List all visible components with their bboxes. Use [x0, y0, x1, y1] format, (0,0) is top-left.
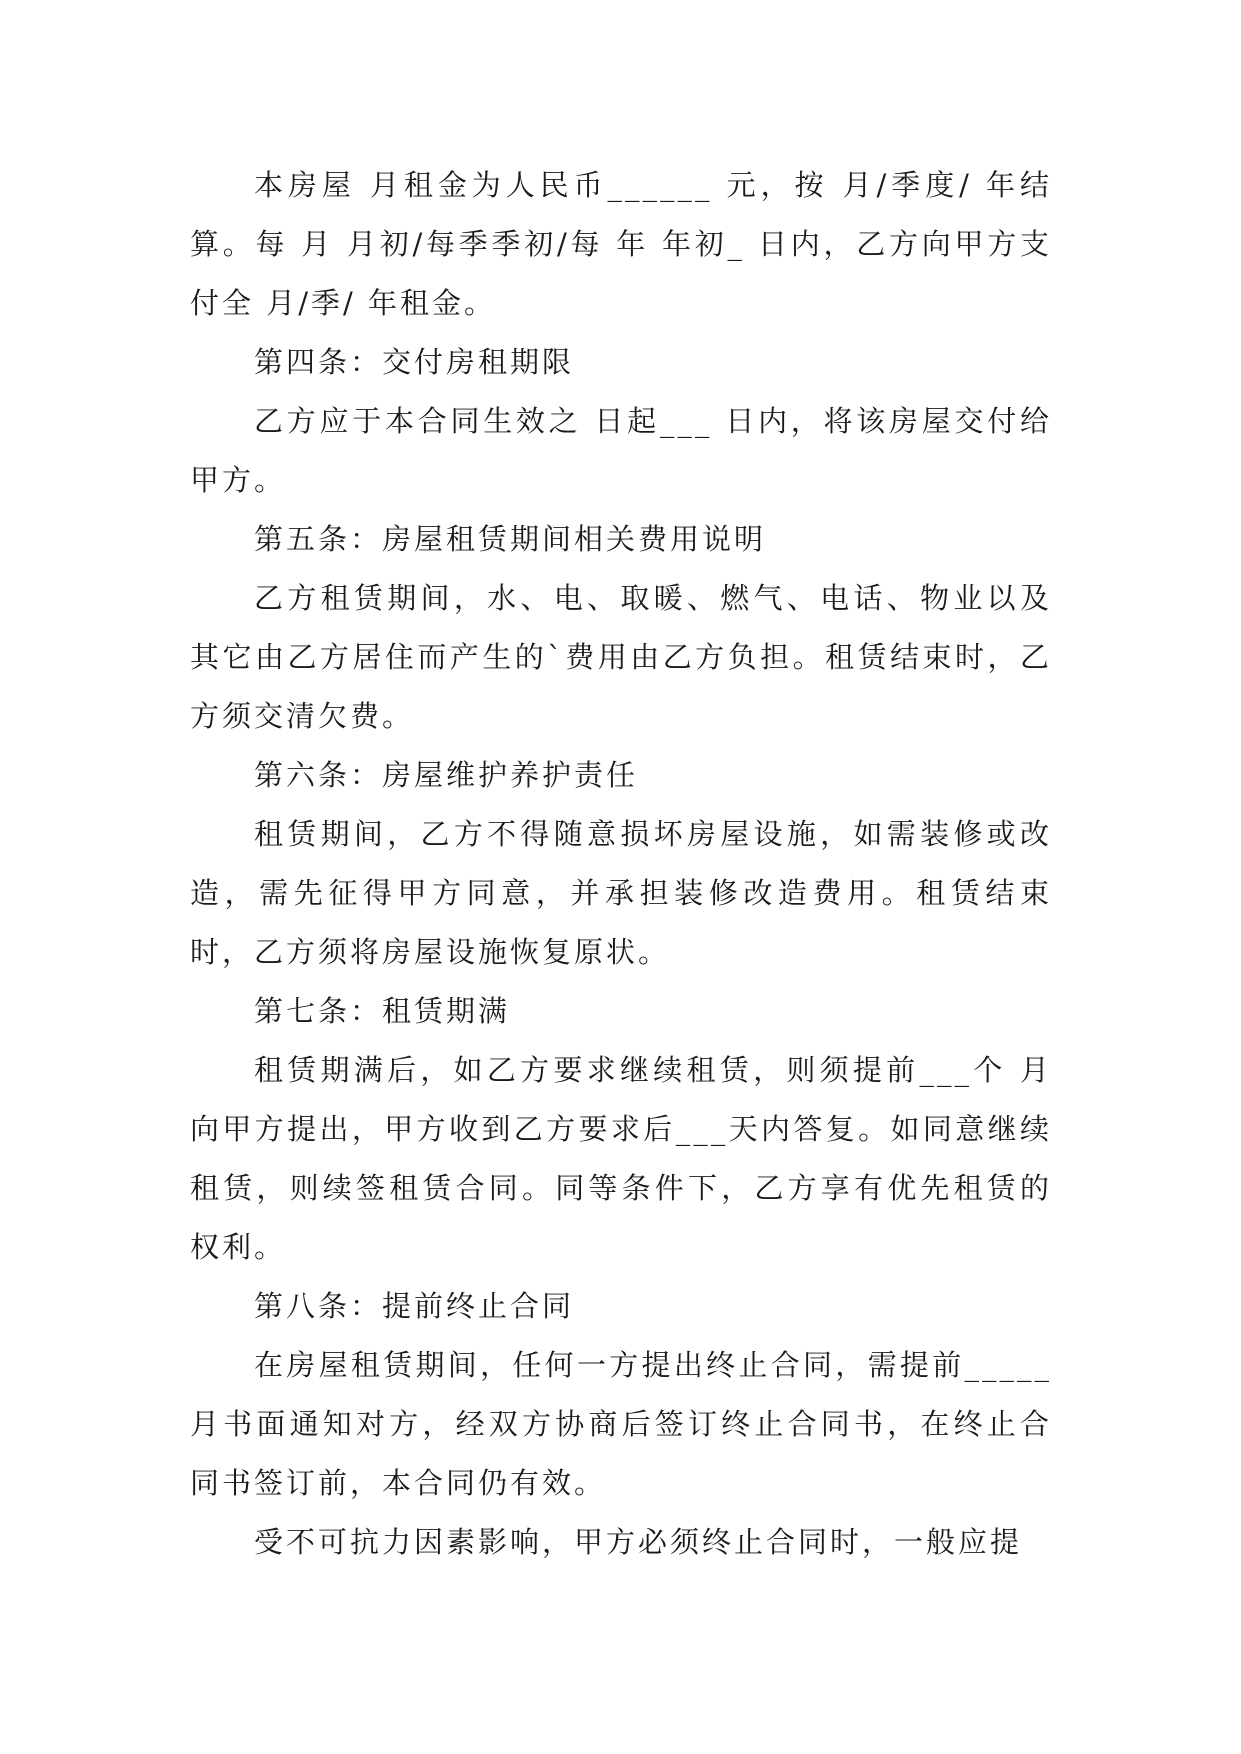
document-body [190, 156, 1052, 1572]
paragraph-early-termination: 在房屋租赁期间，任何一方提出终止合同，需提前_____月书面通知对方，经双方协商后签订终止合同书，在终止合同书签订前，本合同仍有效。 [190, 1348, 1052, 1500]
article-5-heading: 第五条：房屋租赁期间相关费用说明 [254, 522, 767, 556]
paragraph-delivery-term: 乙方应于本合同生效之 日起___ 日内，将该房屋交付给甲方。 [190, 404, 1052, 497]
article-6-heading: 第六条：房屋维护养护责任 [254, 758, 639, 792]
paragraph-fees: 乙方租赁期间，水、电、取暖、燃气、电话、物业以及其它由乙方居住而产生的`费用由乙方负担。租赁结束时，乙方须交清欠费。 [190, 581, 1052, 733]
paragraph-rent-amount: 本房屋 月租金为人民币______ 元，按 月/季度/ 年结算。每 月 月初/每季季初/每 年 年初_ 日内，乙方向甲方支付全 月/季/ 年租金。 [190, 168, 1052, 320]
article-7-heading: 第七条：租赁期满 [254, 994, 511, 1028]
paragraph-force-majeure: 受不可抗力因素影响，甲方必须终止合同时，一般应提 [254, 1525, 1023, 1559]
paragraph-lease-expiry: 租赁期满后，如乙方要求继续租赁，则须提前___个 月向甲方提出，甲方收到乙方要求后___天内答复。如同意继续租赁，则续签租赁合同。同等条件下，乙方享有优先租赁的权利。 [190, 1053, 1052, 1264]
article-4-heading: 第四条：交付房租期限 [254, 345, 575, 379]
paragraph-maintenance: 租赁期间，乙方不得随意损坏房屋设施，如需装修或改造，需先征得甲方同意，并承担装修改造费用。租赁结束时，乙方须将房屋设施恢复原状。 [190, 817, 1052, 969]
article-8-heading: 第八条：提前终止合同 [254, 1289, 575, 1323]
